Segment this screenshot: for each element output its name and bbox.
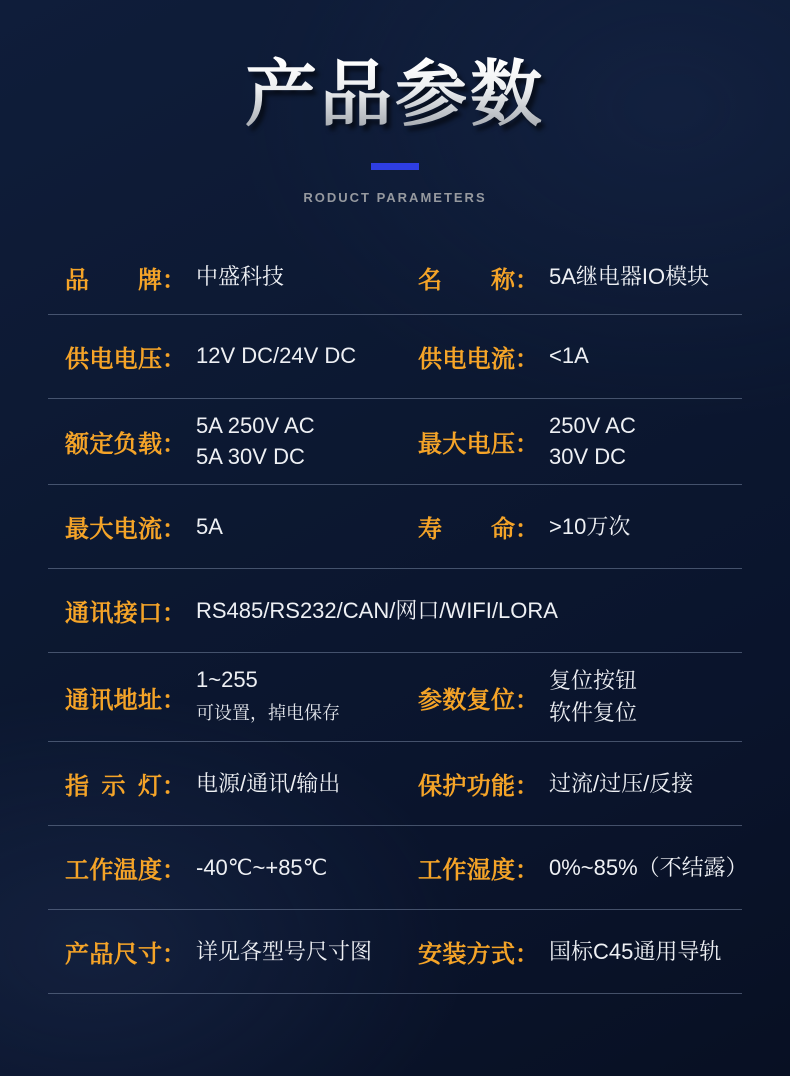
spec-table [48, 241, 748, 994]
spec-label-text: 参 数 复 位 [418, 686, 515, 714]
spec-label-text: 品 牌 [65, 266, 162, 294]
spec-label [65, 934, 196, 969]
spec-label [65, 850, 196, 885]
spec-cell [48, 593, 742, 628]
spec-label-colon: ： [515, 686, 539, 714]
spec-cell [418, 339, 742, 374]
product-parameters-page [0, 54, 790, 1076]
spec-value-line: 1~255 [196, 667, 258, 693]
spec-value [549, 340, 589, 372]
spec-value [196, 664, 340, 730]
spec-value-line: 250V AC [549, 412, 636, 438]
spec-row [48, 569, 742, 653]
spec-value [196, 410, 315, 473]
spec-cell [48, 410, 418, 473]
spec-cell [48, 664, 418, 730]
spec-label-colon: ： [515, 345, 539, 373]
spec-label [418, 260, 549, 295]
spec-cell [48, 934, 418, 969]
spec-label-colon: ： [162, 857, 186, 884]
spec-value-line: 5A 250V AC [196, 412, 315, 438]
spec-value [196, 340, 356, 372]
spec-row [48, 315, 742, 399]
spec-label-text: 名 称 [418, 266, 515, 294]
spec-cell [418, 766, 742, 801]
spec-row [48, 485, 742, 569]
spec-cell [48, 260, 418, 295]
spec-value [196, 261, 284, 293]
spec-label-text: 产 品 尺 寸 [65, 941, 162, 968]
spec-value-line: 电源/通讯/输出 [196, 770, 341, 796]
spec-value [549, 936, 721, 968]
spec-label-colon: ： [162, 516, 186, 544]
spec-label-colon: ： [162, 430, 186, 458]
spec-row [48, 399, 742, 485]
spec-label [65, 593, 196, 628]
spec-label-colon: ： [162, 600, 186, 628]
spec-cell [418, 509, 742, 544]
spec-value-line: 软件复位 [549, 700, 638, 726]
spec-cell [418, 260, 742, 295]
spec-row [48, 653, 742, 742]
spec-label-colon: ： [515, 516, 539, 544]
spec-value [196, 595, 558, 627]
page-header [0, 54, 790, 205]
spec-value [196, 852, 327, 884]
spec-cell [48, 509, 418, 544]
spec-value [196, 936, 372, 968]
spec-row [48, 241, 742, 315]
spec-label-text: 通 讯 接 口 [65, 600, 162, 628]
spec-value-line: 12V DC/24V DC [196, 343, 357, 369]
spec-label [418, 850, 549, 885]
spec-label-colon: ： [515, 773, 539, 800]
spec-value-line: -40℃~+85℃ [196, 854, 328, 880]
spec-value [196, 511, 223, 543]
spec-label [418, 766, 549, 801]
spec-label-text: 通 讯 地 址 [65, 686, 162, 714]
spec-value-line: <1A [549, 343, 589, 369]
spec-label-text: 保 护 功 能 [418, 773, 515, 800]
spec-label-colon: ： [515, 941, 539, 968]
spec-label-text: 额 定 负 载 [65, 430, 162, 458]
spec-label-colon: ： [515, 857, 539, 884]
spec-cell [418, 934, 742, 969]
spec-label-text: 最 大 电 流 [65, 516, 162, 544]
spec-label [65, 509, 196, 544]
spec-value [549, 852, 748, 884]
spec-label [418, 424, 549, 459]
spec-label-colon: ： [162, 941, 186, 968]
spec-label-text: 最 大 电 压 [418, 430, 515, 458]
spec-value-line: 复位按钮 [549, 668, 638, 694]
spec-cell [48, 339, 418, 374]
spec-label [418, 680, 549, 715]
spec-value-line: >10万次 [549, 513, 631, 539]
spec-value [549, 511, 630, 543]
spec-row [48, 742, 742, 826]
accent-bar [371, 163, 419, 170]
spec-value [549, 410, 636, 473]
spec-label-colon: ： [162, 345, 186, 373]
spec-value [549, 768, 693, 800]
spec-label [418, 339, 549, 374]
spec-label-text: 寿 命 [418, 516, 515, 544]
spec-row [48, 826, 748, 910]
spec-label-text: 工 作 温 度 [65, 857, 162, 884]
spec-cell [418, 410, 742, 473]
spec-value-line: 详见各型号尺寸图 [196, 938, 373, 964]
spec-label [65, 339, 196, 374]
spec-label-colon: ： [162, 266, 186, 294]
spec-label-text: 供 电 电 压 [65, 345, 162, 373]
spec-row [48, 910, 742, 994]
spec-label-colon: ： [515, 430, 539, 458]
spec-value-line: 5A [196, 513, 223, 539]
spec-label [65, 680, 196, 715]
spec-value-line: 中盛科技 [196, 264, 285, 290]
spec-cell [48, 766, 418, 801]
spec-label-text: 指 示 灯 [65, 773, 162, 800]
spec-label [65, 766, 196, 801]
spec-value-line: 0%~85%（不结露） [549, 854, 748, 880]
spec-cell [418, 850, 748, 885]
spec-label [418, 934, 549, 969]
spec-label-colon: ： [162, 686, 186, 714]
spec-cell [418, 665, 742, 728]
spec-value-line: 5A 30V DC [196, 444, 305, 470]
spec-label [65, 424, 196, 459]
spec-value-line: 国标C45通用导轨 [549, 938, 722, 964]
spec-label [418, 509, 549, 544]
spec-cell [48, 850, 418, 885]
spec-label-colon: ： [515, 266, 539, 294]
spec-value-line: RS485/RS232/CAN/网口/WIFI/LORA [196, 597, 558, 623]
spec-value-line: 过流/过压/反接 [549, 770, 694, 796]
spec-value [549, 261, 709, 293]
spec-value-line: 5A继电器IO模块 [549, 264, 710, 290]
spec-value [549, 665, 637, 728]
spec-label-text: 工 作 湿 度 [418, 857, 515, 884]
spec-value [196, 768, 340, 800]
page-subtitle: RODUCT PARAMETERS [303, 189, 487, 205]
spec-label [65, 260, 196, 295]
spec-label-text: 供 电 电 流 [418, 345, 515, 373]
spec-value-line: 可设置，掉电保存 [196, 702, 340, 723]
spec-label-colon: ： [162, 773, 186, 800]
spec-label-text: 安 装 方 式 [418, 941, 515, 968]
page-title: 产品参数 [0, 54, 790, 137]
spec-value-line: 30V DC [549, 444, 627, 470]
